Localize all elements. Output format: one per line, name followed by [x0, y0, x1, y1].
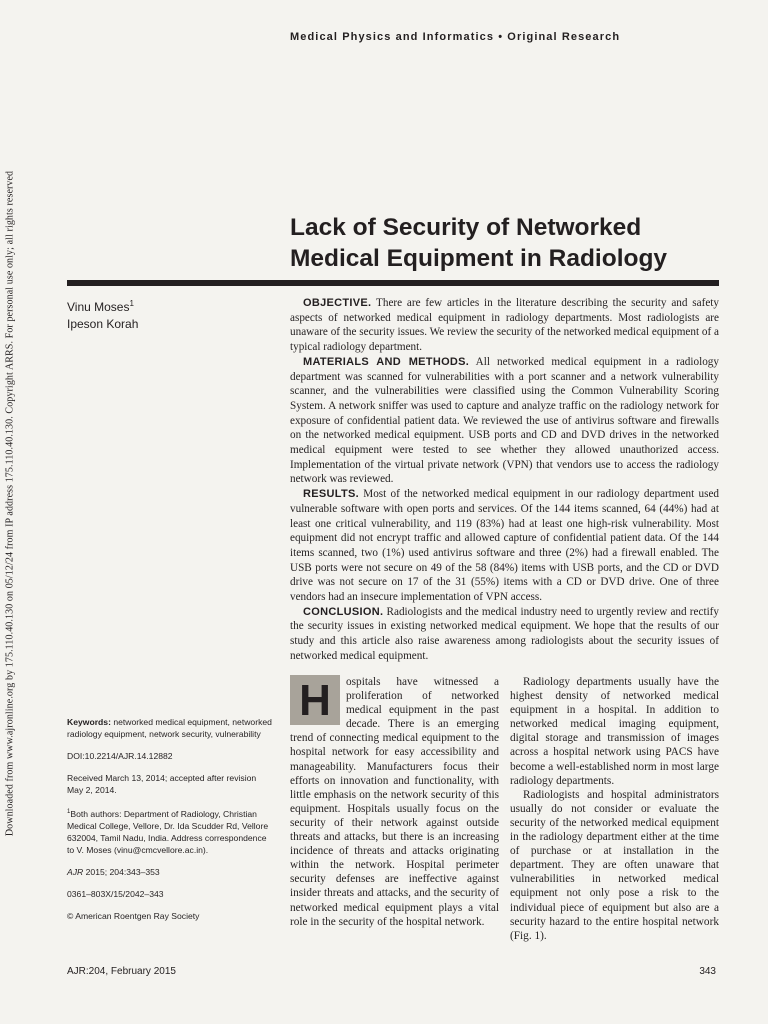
drop-cap-letter: H	[299, 676, 331, 725]
abstract-label: MATERIALS AND METHODS.	[303, 355, 470, 368]
author	[67, 295, 138, 316]
drop-cap	[290, 675, 340, 725]
section-header: Medical Physics and Informatics • Original Research	[290, 31, 621, 43]
abstract-text: There are few articles in the literature describing the security and safety aspects of networked medical equipment in radiology departments. Most radiologists are unaware of the security issues. We review the security of the networked medical equipment of a typical radiology department.	[290, 297, 719, 354]
abstract-label: RESULTS.	[303, 488, 359, 501]
abstract-objective	[290, 296, 719, 355]
article-metadata	[67, 716, 272, 932]
keywords	[67, 716, 272, 740]
article-title: Lack of Security of Networked Medical Equipment in Radiology	[290, 214, 668, 272]
affiliation-text: Both authors: Department of Radiology, Christian Medical College, Vellore, Dr. Ida Scudder Rd, Vellore 632004, Tamil Nadu, India. Address correspondence to V. Moses (vinu@cmcvellore.ac.in).	[67, 808, 269, 855]
issn: 0361–803X/15/2042–343	[67, 888, 164, 899]
author-list	[67, 295, 138, 333]
download-notice: Downloaded from www.ajronline.org by 175.110.40.130 on 05/12/24 from IP address 175.110.40.130. Copyright ARRS. For personal use only; all rights reserved	[4, 170, 16, 837]
body-paragraph: Radiologists and hospital administrators usually do not consider or evaluate the security of the networked medical equipment in the radiology department either at the time of purchase or at installation in the department. They are often unaware that vulnerabilities in networked medical equipment not only pose a risk to the individual piece of equipment but also are a security hazard to the entire hospital network (Fig. 1).	[510, 788, 719, 942]
affiliation	[67, 806, 272, 856]
abstract-label: CONCLUSION.	[303, 605, 384, 618]
body-paragraph: ospitals have witnessed a proliferation of networked medical equipment in the past decade. There is an emerging trend of connecting medical equipment to the hospital network for easy accessibility and manageability. Manufacturers focus their efforts on innovation and functionality, with little emphasis on the network security of this equipment. Hospitals usually focus on the security of their network against outside threats and attacks, but there is an increasing incidence of threats and attacks originating within the network. Hospital perimeter security defenses are ineffective against insider threats and attacks, and the security of networked medical equipment plays a vital role in the security of the hospital network.	[290, 676, 499, 928]
title-divider	[67, 280, 719, 286]
doi: DOI:10.2214/AJR.14.12882	[67, 751, 173, 761]
abstract-conclusion	[290, 605, 719, 664]
received-dates: Received March 13, 2014; accepted after revision May 2, 2014.	[67, 773, 257, 795]
abstract-methods	[290, 355, 719, 487]
author-name: Ipeson Korah	[67, 317, 139, 331]
abstract-results	[290, 487, 719, 605]
author	[67, 316, 138, 333]
citation	[67, 866, 272, 878]
keywords-label: Keywords:	[67, 717, 111, 727]
author-name: Vinu Moses	[67, 300, 130, 314]
citation-journal: AJR	[67, 866, 84, 877]
abstract	[290, 296, 719, 664]
page-number: 343	[699, 966, 716, 977]
author-affiliation-mark: 1	[129, 299, 134, 308]
abstract-text: All networked medical equipment in a radiology department was scanned for vulnerabilities with a port scanner and a network vulnerability scanner, and the vulnerabilities were classified using the Common Vulnerability Scoring System. A network sniffer was used to capture and analyze traffic on the radiology network for exposure of confidential patient data. We reviewed the use of antivirus software and firewalls on the networked medical equipment. USB ports and CD and DVD drives in the networked medical equipment were tested to see whether they allowed unauthorized access. Implementation of the virtual private network (VPN) that vendors use to access the radiology network was reviewed.	[290, 355, 719, 486]
body-column-1	[290, 675, 499, 929]
abstract-label: OBJECTIVE.	[303, 297, 372, 309]
body-column-2	[510, 675, 719, 943]
citation-details: 2015; 204:343–353	[83, 866, 160, 877]
keywords-text: networked medical equipment, networked radiology equipment, network security, vulnerability	[67, 717, 272, 739]
abstract-text: Most of the networked medical equipment in our radiology department used vulnerable software with open ports and services. Of the 144 items scanned, 64 (44%) had at least one critical vulnerability, and 119 (83%) had at least one high-risk vulnerability. Most equipment did not encrypt traffic and allowed capture of confidential patient data. Of the 144 items scanned, two (1%) used antivirus software and three (2%) had a firewall enabled. The USB ports were not secure on 49 of the 58 (84%) items with USB ports, and the CD or DVD drive was not secure on 17 of the 31 (55%) items with a CD or DVD drive. One of three vendors had an insecure implementation of VPN access.	[290, 488, 719, 604]
abstract-text: Radiologists and the medical industry need to urgently review and rectify the security issues in existing networked medical equipment. We hope that the results of our study and this article also raise awareness among radiologists about the security issues of networked medical equipment.	[290, 605, 720, 662]
affiliation-mark: 1	[67, 809, 71, 815]
copyright: © American Roentgen Ray Society	[67, 910, 200, 921]
body-paragraph: Radiology departments usually have the highest density of networked medical equipment in a hospital. In addition to networked medical imaging equipment, digital storage and transmission of images across a hospital network using PACS have become a well-established norm in most large radiology departments.	[510, 676, 719, 787]
journal-footer: AJR:204, February 2015	[67, 966, 176, 977]
